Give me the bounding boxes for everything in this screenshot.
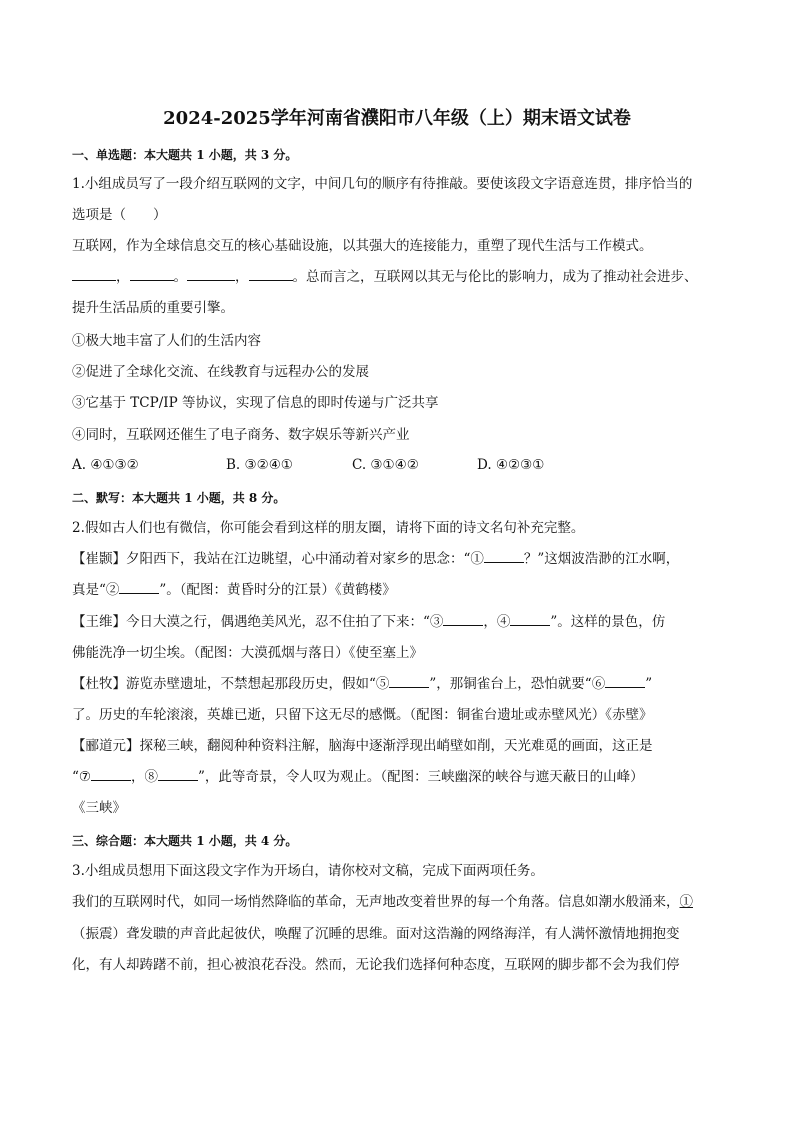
sentence-3: ③它基于 TCP/IP 等协议，实现了信息的即时传递与广泛共享	[72, 395, 439, 411]
q3-stem: 3.小组成员想用下面这段文字作为开场白，请你校对文稿，完成下面两项任务。	[72, 863, 544, 879]
text: 【王维】今日大漠之行，偶遇绝美风光，忍不住拍了下来：“③	[72, 614, 444, 630]
dumu-line1	[72, 675, 652, 693]
text: 【崔颢】夕阳西下，我站在江边眺望，心中涌动着对家乡的思念：“①	[72, 551, 484, 567]
section-heading-3	[72, 832, 297, 850]
underlined-mark: ①	[679, 894, 693, 910]
cuihao-line2	[72, 581, 396, 599]
text: ”	[645, 676, 653, 692]
li-line2	[72, 768, 644, 786]
q2-stem: 2.假如古人们也有微信，你可能会看到这样的朋友圈，请将下面的诗文名句补充完整。	[72, 520, 585, 536]
q1-stem-line2: 选项是（ ）	[72, 207, 167, 223]
li-line1: 【郦道元】探秘三峡，翻阅种种资料注解，脑海中逐渐浮现出峭壁如削，天光难觅的画面，这正是	[72, 738, 653, 754]
section-desc: 本大题共 1 小题，共 8 分。	[132, 491, 286, 505]
section-heading-1	[72, 146, 297, 164]
q3-passage-line3: 化，有人却踌躇不前，担心被浪花吞没。然而，无论我们选择何种态度，互联网的脚步都不会为我们停	[72, 957, 680, 973]
text: 真是“②	[72, 582, 120, 598]
sentence-4: ④同时，互联网还催生了电子商务、数字娱乐等新兴产业	[72, 427, 410, 443]
answer-blank	[389, 675, 429, 688]
q3-passage-line2: （振震）聋发聩的声音此起彼伏，唤醒了沉睡的思维。面对这浩瀚的网络海洋，有人满怀激情地拥抱变	[72, 926, 680, 942]
wangwei-line1	[72, 613, 665, 631]
punct: ，	[235, 269, 249, 285]
text: ？”这烟波浩渺的江水啊，	[523, 551, 680, 567]
cuihao-line1	[72, 550, 679, 568]
wangwei-line2: 佛能洗净一切尘埃。（配图：大漠孤烟与落日）《使至塞上》	[72, 645, 423, 661]
option-b[interactable]: B. ③②④①	[226, 457, 293, 473]
section-prefix: 一、单选题：	[72, 148, 145, 162]
text: “⑦	[72, 769, 92, 785]
text: 【杜牧】游览赤壁遗址，不禁想起那段历史，假如“⑤	[72, 676, 390, 692]
answer-blank	[510, 613, 550, 626]
answer-blank	[249, 268, 293, 281]
section-desc: 本大题共 1 小题，共 3 分。	[144, 148, 298, 162]
answer-blank	[130, 268, 174, 281]
q3-passage-line1	[72, 893, 693, 911]
text: ”。这样的景色，仿	[550, 614, 666, 630]
punct: 。	[173, 269, 187, 285]
answer-blank	[443, 613, 483, 626]
q1-passage-line1: 互联网，作为全球信息交互的核心基础设施，以其强大的连接能力，重塑了现代生活与工作模式。	[72, 238, 653, 254]
sentence-2: ②促进了全球化交流、在线教育与远程办公的发展	[72, 364, 369, 380]
text: ”。（配图：黄昏时分的江景）《黄鹤楼》	[159, 582, 396, 598]
li-line3: 《三峡》	[72, 800, 126, 816]
section-desc: 本大题共 1 小题，共 4 分。	[144, 834, 298, 848]
page-title: 2024-2025学年河南省濮阳市八年级（上）期末语文试卷	[163, 108, 631, 129]
option-a[interactable]: A. ④①③②	[72, 457, 139, 473]
q1-stem-line1: 1.小组成员写了一段介绍互联网的文字，中间几句的顺序有待推敲。要使该段文字语意连贯，排序恰当的	[72, 176, 693, 192]
text: ，④	[483, 614, 511, 630]
section-heading-2	[72, 489, 285, 507]
punct: ，	[116, 269, 130, 285]
answer-blank	[187, 268, 235, 281]
answer-blank	[605, 675, 645, 688]
text: ”，那铜雀台上，恐怕就要“⑥	[429, 676, 606, 692]
dumu-line2: 了。历史的车轮滚滚，英雄已逝，只留下这无尽的感慨。（配图：铜雀台遗址或赤壁风光）《赤壁》	[72, 707, 653, 723]
section-prefix: 三、综合题：	[72, 834, 145, 848]
answer-blank	[119, 581, 159, 594]
answer-blank	[72, 268, 116, 281]
passage-text: 。总而言之，互联网以其无与伦比的影响力，成为了推动社会进步、	[292, 269, 698, 285]
text: ”，此等奇景，令人叹为观止。（配图：三峡幽深的峡谷与遮天蔽日的山峰）	[198, 769, 644, 785]
q1-passage-line2	[72, 268, 698, 286]
answer-blank	[91, 768, 131, 781]
sentence-1: ①极大地丰富了人们的生活内容	[72, 333, 261, 349]
option-d[interactable]: D. ④②③①	[477, 457, 545, 473]
text: ，⑧	[131, 769, 159, 785]
option-c[interactable]: C. ③①④②	[352, 457, 419, 473]
answer-blank	[158, 768, 198, 781]
q1-passage-line3: 提升生活品质的重要引擎。	[72, 300, 234, 316]
answer-blank	[484, 550, 524, 563]
section-prefix: 二、默写：	[72, 491, 133, 505]
text: 我们的互联网时代，如同一场悄然降临的革命，无声地改变着世界的每一个角落。信息如潮水般涌来，	[72, 894, 680, 910]
